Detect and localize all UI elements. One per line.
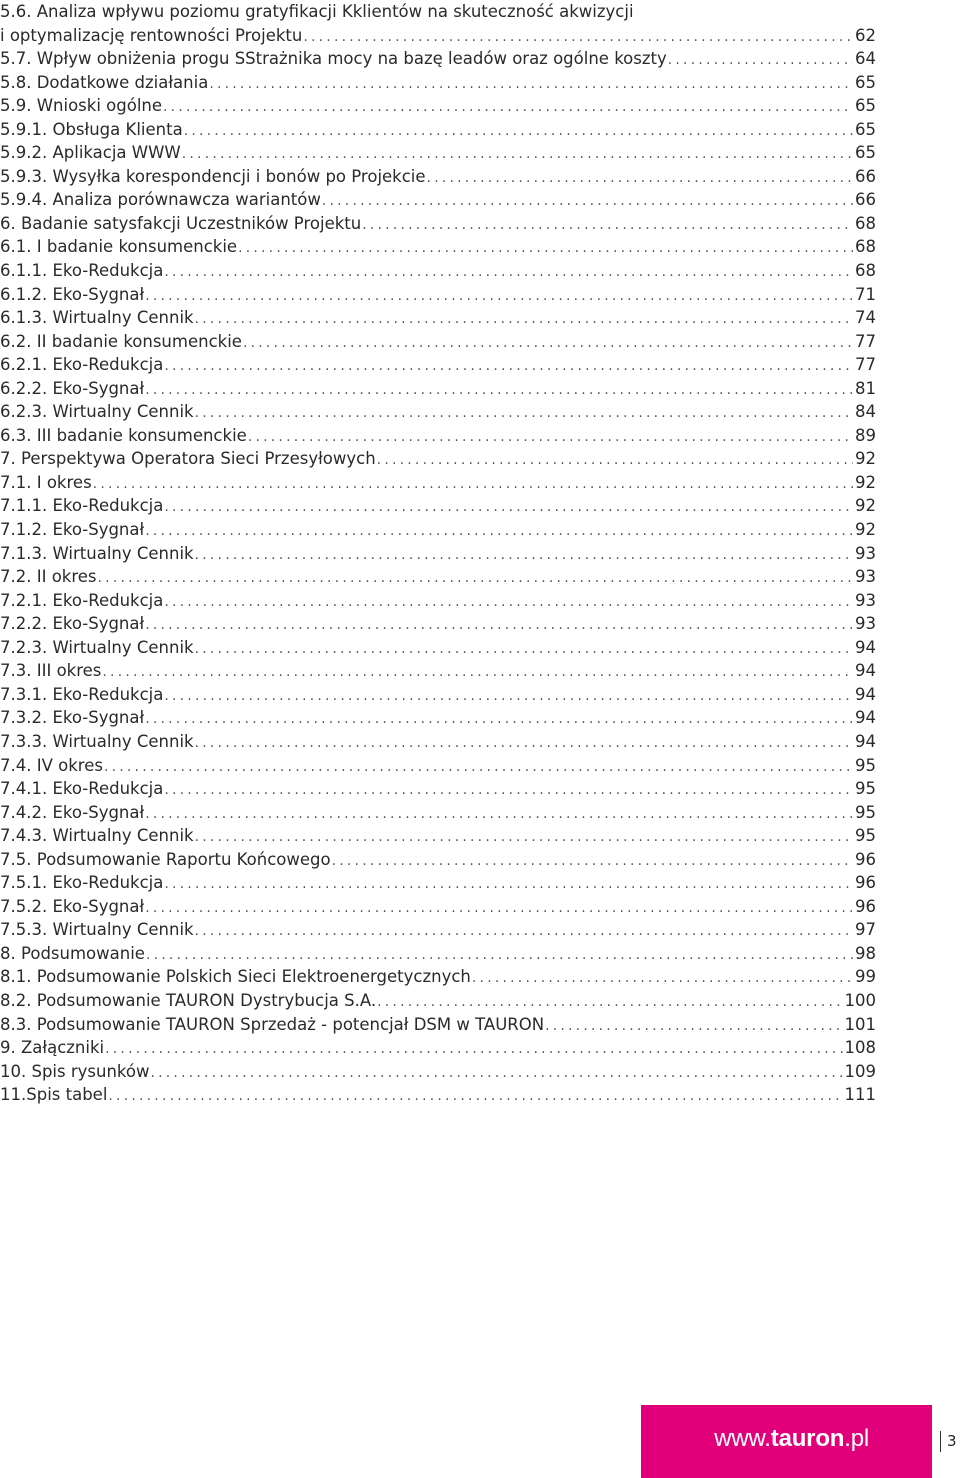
toc-dot-leader (150, 1062, 842, 1084)
toc-dot-leader (195, 920, 853, 942)
toc-entry-label: 7.4.2. Eko-Sygnał (0, 802, 145, 822)
toc-entry[interactable] (0, 1013, 876, 1037)
toc-entry-label: 7.1.1. Eko-Redukcja (0, 496, 164, 516)
toc-entry-page: 92 (855, 472, 876, 492)
toc-entry-label: 5.9.2. Aplikacja WWW (0, 143, 181, 163)
toc-dot-leader (303, 26, 853, 48)
toc-entry[interactable] (0, 283, 876, 307)
toc-dot-leader (427, 167, 853, 189)
toc-entry-page: 65 (855, 72, 876, 92)
toc-dot-leader (209, 73, 853, 95)
toc-entry-page: 95 (855, 802, 876, 822)
toc-entry-page: 111 (844, 1085, 876, 1105)
toc-entry-label: 6.1.3. Wirtualny Cennik (0, 308, 194, 328)
toc-dot-leader (195, 402, 853, 424)
toc-dot-leader (184, 120, 853, 142)
toc-entry[interactable] (0, 1083, 876, 1107)
toc-entry-page: 96 (855, 873, 876, 893)
toc-entry-page: 95 (855, 826, 876, 846)
toc-entry[interactable] (0, 424, 876, 448)
toc-entry[interactable] (0, 353, 876, 377)
toc-dot-leader (108, 1085, 842, 1107)
toc-entry-label: 6. Badanie satysfakcji Uczestników Projektu (0, 213, 362, 233)
toc-entry-label: 5.7. Wpływ obniżenia progu SStrażnika mocy na bazę leadów oraz ogólne koszty (0, 49, 667, 69)
toc-entry-page: 84 (855, 402, 876, 422)
toc-entry-label: 7.1.2. Eko-Sygnał (0, 520, 145, 540)
toc-dot-leader (472, 967, 853, 989)
toc-entry-page: 94 (855, 731, 876, 751)
toc-entry-page: 71 (855, 284, 876, 304)
toc-entry[interactable] (0, 683, 876, 707)
toc-entry-label: 7.3. III okres (0, 661, 102, 681)
toc-entry-page: 93 (855, 543, 876, 563)
toc-entry-page: 65 (855, 119, 876, 139)
toc-entry[interactable] (0, 659, 876, 683)
toc-entry-page: 94 (855, 637, 876, 657)
toc-entry[interactable] (0, 71, 876, 95)
toc-entry-label: 6.2. II badanie konsumenckie (0, 331, 242, 351)
toc-dot-leader (195, 544, 853, 566)
toc-entry-page: 96 (855, 896, 876, 916)
toc-entry[interactable] (0, 824, 876, 848)
toc-entry-page: 92 (855, 496, 876, 516)
toc-dot-leader (104, 756, 853, 778)
toc-entry-page: 62 (855, 25, 876, 45)
toc-entry-page: 98 (855, 943, 876, 963)
toc-dot-leader (195, 638, 853, 660)
toc-entry-page: 97 (855, 920, 876, 940)
toc-entry[interactable] (0, 165, 876, 189)
toc-entry[interactable] (0, 895, 876, 919)
toc-dot-leader (164, 355, 853, 377)
toc-dot-leader (145, 708, 853, 730)
toc-entry[interactable] (0, 400, 876, 424)
toc-entry-page: 68 (855, 213, 876, 233)
toc-entry[interactable] (0, 777, 876, 801)
toc-dot-leader (145, 803, 853, 825)
toc-entry-page: 81 (855, 378, 876, 398)
toc-entry[interactable] (0, 212, 876, 236)
toc-entry[interactable] (0, 518, 876, 542)
toc-entry[interactable] (0, 801, 876, 825)
page-number-divider (940, 1431, 941, 1452)
toc-entry-label: 7. Perspektywa Operatora Sieci Przesyłowych (0, 449, 376, 469)
toc-dot-leader (377, 991, 842, 1013)
toc-entry-label: 7.3.2. Eko-Sygnał (0, 708, 145, 728)
toc-entry-label: 5.9.4. Analiza porównawcza wariantów (0, 190, 321, 210)
toc-entry[interactable] (0, 565, 876, 589)
toc-entry-page: 93 (855, 567, 876, 587)
toc-dot-leader (93, 473, 853, 495)
toc-entry-label: 6.2.2. Eko-Sygnał (0, 378, 145, 398)
toc-entry[interactable] (0, 0, 876, 24)
toc-dot-leader (332, 850, 853, 872)
toc-entry[interactable] (0, 47, 876, 71)
toc-entry[interactable] (0, 306, 876, 330)
toc-dot-leader (105, 1038, 842, 1060)
toc-entry-page: 68 (855, 261, 876, 281)
toc-dot-leader (145, 520, 853, 542)
toc-entry-label: 6.2.1. Eko-Redukcja (0, 355, 164, 375)
toc-entry-label: 5.9.3. Wysyłka korespondencji i bonów po Projekcie (0, 166, 426, 186)
toc-entry-label: 5.8. Dodatkowe działania (0, 72, 209, 92)
toc-entry-label: 6.1.1. Eko-Redukcja (0, 261, 164, 281)
toc-entry-page: 94 (855, 661, 876, 681)
toc-entry-page: 74 (855, 308, 876, 328)
toc-entry[interactable] (0, 965, 876, 989)
website-url[interactable]: www.tauron.pl (714, 1425, 869, 1452)
toc-dot-leader (195, 308, 853, 330)
toc-entry-page: 64 (855, 49, 876, 69)
toc-entry[interactable] (0, 330, 876, 354)
toc-entry-label: 7.2.1. Eko-Redukcja (0, 590, 164, 610)
toc-entry[interactable] (0, 636, 876, 660)
toc-dot-leader (322, 190, 853, 212)
toc-entry-label: 7.1. I okres (0, 472, 92, 492)
toc-dot-leader (243, 332, 853, 354)
toc-dot-leader (145, 897, 853, 919)
toc-dot-leader (164, 261, 853, 283)
toc-entry[interactable] (0, 848, 876, 872)
toc-entry-page: 100 (844, 990, 876, 1010)
toc-entry-page: 65 (855, 96, 876, 116)
toc-entry-label: 7.3.3. Wirtualny Cennik (0, 731, 194, 751)
toc-dot-leader (164, 591, 853, 613)
toc-entry-label: 9. Załączniki (0, 1038, 105, 1058)
toc-dot-leader (164, 496, 853, 518)
toc-entry-label: 7.2.3. Wirtualny Cennik (0, 637, 194, 657)
toc-entry-page: 77 (855, 355, 876, 375)
toc-entry[interactable] (0, 871, 876, 895)
toc-dot-leader (248, 426, 853, 448)
toc-dot-leader (145, 614, 853, 636)
toc-entry-page: 108 (844, 1038, 876, 1058)
toc-entry-page: 66 (855, 190, 876, 210)
toc-entry[interactable] (0, 494, 876, 518)
toc-entry-page: 68 (855, 237, 876, 257)
toc-dot-leader (545, 1015, 842, 1037)
toc-entry-label: 7.2.2. Eko-Sygnał (0, 614, 145, 634)
footer-url-banner[interactable] (641, 1405, 932, 1478)
toc-dot-leader (163, 96, 853, 118)
toc-entry-label: 7.1.3. Wirtualny Cennik (0, 543, 194, 563)
toc-dot-leader (164, 779, 853, 801)
toc-entry-label: 7.3.1. Eko-Redukcja (0, 684, 164, 704)
toc-entry-label: 7.4.3. Wirtualny Cennik (0, 826, 194, 846)
page-number: 3 (947, 1432, 957, 1450)
toc-entry[interactable] (0, 754, 876, 778)
toc-dot-leader (238, 237, 853, 259)
toc-entry-label: 6.1.2. Eko-Sygnał (0, 284, 145, 304)
toc-entry[interactable] (0, 1036, 876, 1060)
toc-entry-label: 7.5.3. Wirtualny Cennik (0, 920, 194, 940)
toc-entry[interactable] (0, 989, 876, 1013)
toc-entry[interactable] (0, 706, 876, 730)
toc-entry-label: 5.9. Wnioski ogólne (0, 96, 163, 116)
toc-dot-leader (195, 732, 853, 754)
toc-entry[interactable] (0, 589, 876, 613)
toc-entry-page: 92 (855, 520, 876, 540)
toc-entry-page: 66 (855, 166, 876, 186)
toc-entry-label: 8.3. Podsumowanie TAURON Sprzedaż - potencjał DSM w TAURON (0, 1014, 545, 1034)
toc-dot-leader (98, 567, 853, 589)
toc-entry-page: 101 (844, 1014, 876, 1034)
toc-entry-page: 93 (855, 590, 876, 610)
toc-entry[interactable] (0, 612, 876, 636)
toc-entry-label: 7.2. II okres (0, 567, 97, 587)
toc-entry[interactable] (0, 1060, 876, 1084)
toc-entry[interactable] (0, 542, 876, 566)
toc-entry-label: 7.5.1. Eko-Redukcja (0, 873, 164, 893)
toc-entry[interactable] (0, 235, 876, 259)
toc-entry[interactable] (0, 94, 876, 118)
toc-entry-page: 92 (855, 449, 876, 469)
toc-entry[interactable] (0, 24, 876, 48)
toc-dot-leader (182, 143, 853, 165)
toc-entry[interactable] (0, 118, 876, 142)
toc-dot-leader (102, 661, 853, 683)
toc-entry-label: 10. Spis rysunków (0, 1061, 150, 1081)
toc-dot-leader (377, 449, 853, 471)
toc-entry-page: 77 (855, 331, 876, 351)
toc-entry[interactable] (0, 259, 876, 283)
toc-entry[interactable] (0, 447, 876, 471)
toc-dot-leader (145, 379, 853, 401)
toc-entry-label: 5.9.1. Obsługa Klienta (0, 119, 183, 139)
toc-dot-leader (668, 49, 853, 71)
toc-dot-leader (195, 826, 853, 848)
toc-entry-label: 7.5. Podsumowanie Raportu Końcowego (0, 849, 331, 869)
toc-entry[interactable] (0, 471, 876, 495)
toc-entry-label: 8.1. Podsumowanie Polskich Sieci Elektroenergetycznych (0, 967, 471, 987)
toc-dot-leader (164, 685, 853, 707)
toc-entry-label: 5.6. Analiza wpływu poziomu gratyfikacji Kklientów na skuteczność akwizycji (0, 2, 634, 21)
toc-entry-label: 6.3. III badanie konsumenckie (0, 425, 247, 445)
toc-entry-label: 8. Podsumowanie (0, 943, 145, 963)
toc-entry[interactable] (0, 141, 876, 165)
toc-entry-page: 94 (855, 708, 876, 728)
toc-dot-leader (146, 944, 853, 966)
toc-entry-label: 7.4.1. Eko-Redukcja (0, 779, 164, 799)
toc-entry[interactable] (0, 918, 876, 942)
toc-entry-page: 95 (855, 755, 876, 775)
toc-entry-label: 7.5.2. Eko-Sygnał (0, 896, 145, 916)
toc-entry-label: 7.4. IV okres (0, 755, 103, 775)
toc-entry[interactable] (0, 730, 876, 754)
toc-entry-page: 89 (855, 425, 876, 445)
toc-dot-leader (145, 285, 853, 307)
toc-entry-label: 6.1. I badanie konsumenckie (0, 237, 238, 257)
toc-entry[interactable] (0, 377, 876, 401)
toc-entry-page: 99 (855, 967, 876, 987)
toc-entry-label: 8.2. Podsumowanie TAURON Dystrybucja S.A. (0, 990, 377, 1010)
toc-entry-page: 94 (855, 684, 876, 704)
toc-entry-page: 93 (855, 614, 876, 634)
toc-entry-label: 11.Spis tabel (0, 1085, 108, 1105)
toc-entry-page: 96 (855, 849, 876, 869)
toc-entry[interactable] (0, 942, 876, 966)
toc-entry[interactable] (0, 188, 876, 212)
toc-dot-leader (362, 214, 853, 236)
toc-entry-page: 109 (844, 1061, 876, 1081)
toc-entry-page: 95 (855, 779, 876, 799)
toc-entry-label: i optymalizację rentowności Projektu (0, 25, 303, 45)
toc-entry-page: 65 (855, 143, 876, 163)
toc-entry-label: 6.2.3. Wirtualny Cennik (0, 402, 194, 422)
toc-dot-leader (164, 873, 853, 895)
